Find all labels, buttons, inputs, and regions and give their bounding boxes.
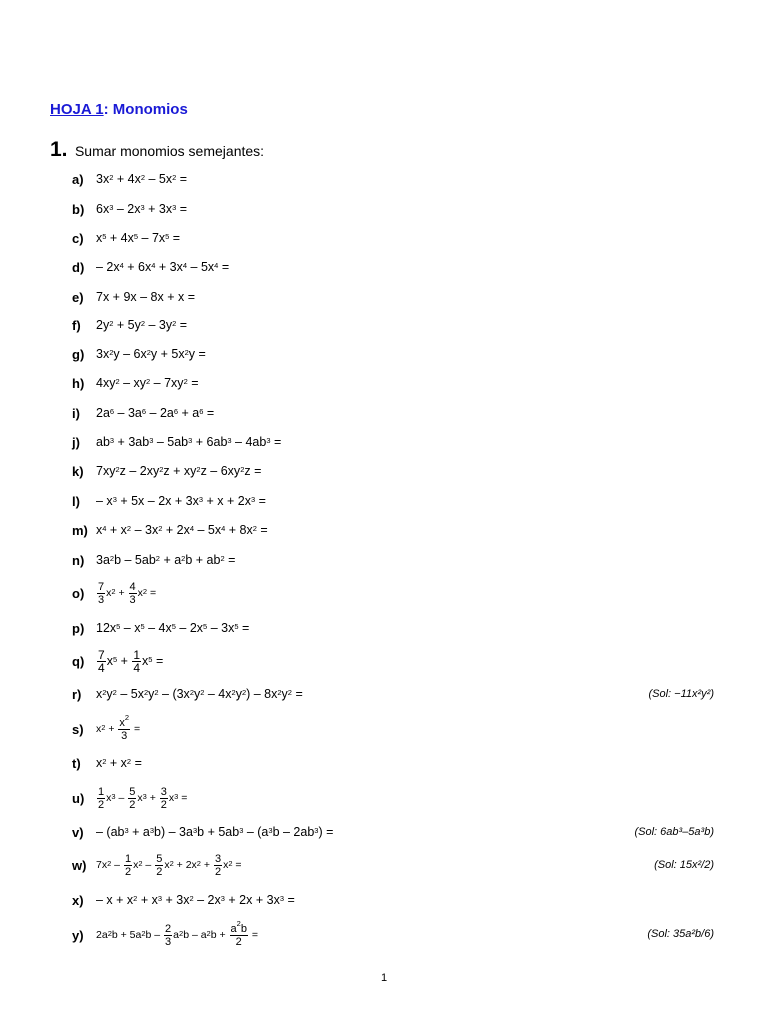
expression: – x + x $^2$ + x $^3$ + 3x $^2$ – 2x $^3$ + 2x + 3x $^3$ = xyxy=(96,893,295,907)
solution-r: (Sol: −11x²y²) xyxy=(648,688,714,700)
item-label: p) xyxy=(72,620,85,636)
exercise-item-n xyxy=(72,550,235,570)
expression: $\frac{7}{4}$ x $^5$ + $\frac{1}{4}$ x $^5$ = xyxy=(98,647,164,675)
exercise-item-u xyxy=(72,784,187,812)
item-label: s) xyxy=(72,721,84,737)
expression: x $^2$ + $\frac{x^2}{3}$ = xyxy=(96,712,141,742)
exercise-item-l xyxy=(72,491,266,511)
expression: – (ab $^3$ + a $^3$ b) – 3a $^3$ b + 5ab $^3$ – (a $^3$ b – 2ab $^3$ ) = xyxy=(96,825,334,839)
exercise-item-h xyxy=(72,373,199,393)
expression: x $^2$ y $^2$ – 5x $^2$ y $^2$ – (3x $^2$ y $^2$ – 4x $^2$ y $^2$ ) – 8x $^2$ y $^2$ = xyxy=(96,687,303,701)
item-label: u) xyxy=(72,790,85,806)
expression: 12x $^5$ – x $^5$ – 4x $^5$ – 2x $^5$ – 3x $^5$ = xyxy=(96,621,250,635)
exercise-item-v xyxy=(72,822,333,842)
expression: 2y $^2$ + 5y $^2$ – 3y $^2$ = xyxy=(96,318,188,332)
exercise-heading xyxy=(50,138,264,162)
item-label: i) xyxy=(72,405,80,421)
exercise-item-p xyxy=(72,618,249,638)
exercise-item-b xyxy=(72,199,187,219)
expression: $\frac{7}{3}$ x $^2$ + $\frac{4}{3}$ x $^2$ = xyxy=(98,580,157,606)
item-label: g) xyxy=(72,346,85,362)
exercise-item-w xyxy=(72,851,242,879)
title-rest: : Monomios xyxy=(103,101,188,118)
exercise-item-d xyxy=(72,257,229,277)
item-label: n) xyxy=(72,552,85,568)
expression: 7x $^2$ – $\frac{1}{2}$ x $^2$ – $\frac{5}{2}$ x $^2$ + 2x $^2$ + $\frac{3}{2}$ x $^2$ = xyxy=(96,852,242,878)
item-label: m) xyxy=(72,522,88,538)
item-label: a) xyxy=(72,171,84,187)
expression: x $^2$ + x $^2$ = xyxy=(96,756,142,770)
expression: x $^4$ + x $^2$ – 3x $^2$ + 2x $^4$ – 5x $^4$ + 8x $^2$ = xyxy=(96,523,268,537)
exercise-item-a xyxy=(72,169,187,189)
item-label: h) xyxy=(72,375,85,391)
solution-v: (Sol: 6ab³–5a³b) xyxy=(634,826,714,838)
item-label: k) xyxy=(72,463,84,479)
exercise-item-e xyxy=(72,287,195,307)
exercise-item-f xyxy=(72,315,187,335)
exercise-instruction: Sumar monomios semejantes: xyxy=(74,143,265,159)
exercise-item-x xyxy=(72,890,295,910)
exercise-item-g xyxy=(72,344,206,364)
expression: 2a $^6$ – 3a $^6$ – 2a $^6$ + a $^6$ = xyxy=(96,406,215,420)
exercise-item-r xyxy=(72,684,303,704)
exercise-item-y xyxy=(72,920,258,950)
item-label: x) xyxy=(72,892,84,908)
item-label: y) xyxy=(72,927,84,943)
exercise-item-m xyxy=(72,520,268,540)
item-label: j) xyxy=(72,434,80,450)
exercise-item-t xyxy=(72,753,142,773)
expression: – 2x $^4$ + 6x $^4$ + 3x $^4$ – 5x $^4$ = xyxy=(96,260,230,274)
exercise-item-c xyxy=(72,228,180,248)
item-label: b) xyxy=(72,201,85,217)
item-label: q) xyxy=(72,653,85,669)
expression: 7x + 9x – 8x + x = xyxy=(96,290,196,304)
expression: 3x $^2$ + 4x $^2$ – 5x $^2$ = xyxy=(96,172,188,186)
hoja-link[interactable]: HOJA 1 xyxy=(50,101,104,118)
expression: 6x $^3$ – 2x $^3$ + 3x $^3$ = xyxy=(96,202,188,216)
expression: x $^5$ + 4x $^5$ – 7x $^5$ = xyxy=(96,231,181,245)
expression: 3x $^2$ y – 6x $^2$ y + 5x $^2$ y = xyxy=(96,347,206,361)
expression: $\frac{1}{2}$ x $^3$ – $\frac{5}{2}$ x $^3$ + $\frac{3}{2}$ x $^3$ = xyxy=(98,785,188,811)
expression: 4xy $^2$ – xy $^2$ – 7xy $^2$ = xyxy=(96,376,199,390)
exercise-item-j xyxy=(72,432,281,452)
exercise-item-s xyxy=(72,714,140,744)
exercise-item-k xyxy=(72,461,261,481)
item-label: d) xyxy=(72,259,85,275)
solution-w: (Sol: 15x²/2) xyxy=(654,859,714,871)
expression: ab $^3$ + 3ab $^3$ – 5ab $^3$ + 6ab $^3$ – 4ab $^3$ = xyxy=(96,435,282,449)
exercise-item-i xyxy=(72,403,214,423)
item-label: r) xyxy=(72,686,82,702)
page-number: 1 xyxy=(380,972,388,984)
item-label: e) xyxy=(72,289,84,305)
solution-y: (Sol: 35a²b/6) xyxy=(647,928,714,940)
page-title xyxy=(50,101,188,118)
item-label: l) xyxy=(72,493,80,509)
item-label: t) xyxy=(72,755,81,771)
expression: 2a $^2$ b + 5a $^2$ b – $\frac{2}{3}$ a $^2$ b – a $^2$ b + $\frac{a^2b}{2}$ = xyxy=(96,918,259,948)
exercise-number: 1. xyxy=(50,138,68,161)
item-label: c) xyxy=(72,230,84,246)
expression: 7xy $^2$ z – 2xy $^2$ z + xy $^2$ z – 6xy $^2$ z = xyxy=(96,464,262,478)
exercise-item-q xyxy=(72,647,163,675)
exercise-item-o xyxy=(72,580,156,606)
item-label: f) xyxy=(72,317,81,333)
item-label: v) xyxy=(72,824,84,840)
expression: 3a $^2$ b – 5ab $^2$ + a $^2$ b + ab $^2$ = xyxy=(96,553,236,567)
item-label: w) xyxy=(72,857,87,873)
expression: – x $^3$ + 5x – 2x + 3x $^3$ + x + 2x $^3$ = xyxy=(96,494,266,508)
item-label: o) xyxy=(72,585,85,601)
